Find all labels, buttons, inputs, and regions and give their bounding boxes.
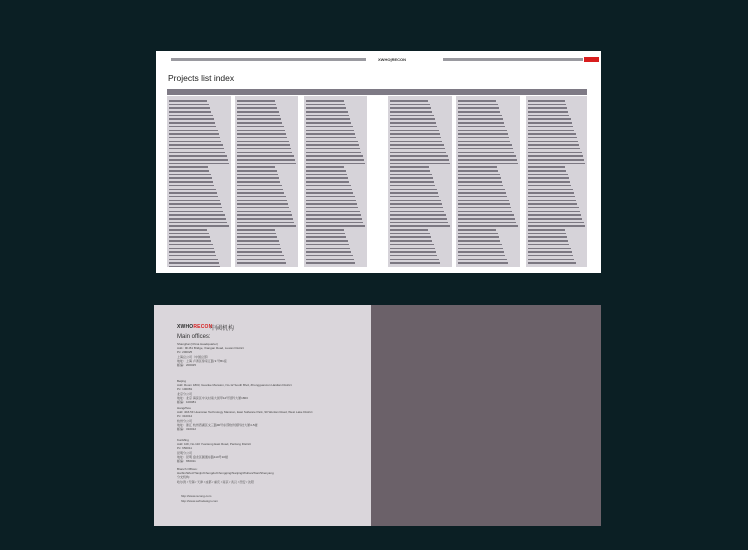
list-item <box>306 262 355 264</box>
offices-heading: Main offices: <box>177 334 211 340</box>
list-item <box>237 240 279 242</box>
list-item <box>528 229 565 231</box>
list-item <box>306 152 361 154</box>
list-item <box>306 118 350 120</box>
list-item <box>458 148 513 150</box>
list-item <box>237 233 276 235</box>
list-item <box>306 111 348 113</box>
list-item <box>237 207 289 209</box>
list-item <box>237 177 279 179</box>
list-item <box>306 244 349 246</box>
list-item <box>169 118 214 120</box>
list-item <box>390 244 434 246</box>
list-item <box>528 181 570 183</box>
list-item <box>306 174 347 176</box>
list-item <box>169 233 209 235</box>
list-item <box>306 211 360 213</box>
list-item <box>237 152 292 154</box>
list-item <box>237 144 290 146</box>
list-item <box>237 229 275 231</box>
list-item <box>169 218 226 220</box>
list-item <box>458 137 509 139</box>
list-item <box>169 189 216 191</box>
list-item <box>528 203 577 205</box>
list-item <box>306 225 365 227</box>
list-item <box>169 207 222 209</box>
list-item <box>528 251 572 253</box>
list-item <box>528 196 575 198</box>
list-item <box>528 166 565 168</box>
list-item <box>458 251 504 253</box>
list-item <box>169 133 219 135</box>
list-item <box>169 163 229 165</box>
list-item <box>390 222 448 224</box>
list-column <box>304 96 367 267</box>
list-item <box>458 240 500 242</box>
list-item <box>237 236 277 238</box>
list-item <box>528 107 567 109</box>
list-item <box>237 118 281 120</box>
list-item <box>390 137 441 139</box>
list-item <box>390 240 432 242</box>
back-cover <box>371 305 601 526</box>
list-item <box>237 255 284 257</box>
list-item <box>306 189 352 191</box>
brand-logo: XWHORECON <box>177 324 213 330</box>
list-item <box>528 122 572 124</box>
list-item <box>306 185 351 187</box>
list-item <box>528 174 568 176</box>
list-item <box>458 174 500 176</box>
list-item <box>169 248 214 250</box>
list-item <box>169 255 216 257</box>
list-item <box>458 144 512 146</box>
list-item <box>306 133 355 135</box>
website-link[interactable]: http://www.xwhodesign.com <box>181 499 219 503</box>
list-item <box>306 251 351 253</box>
list-item <box>390 236 431 238</box>
list-item <box>237 222 294 224</box>
list-item <box>306 100 344 102</box>
list-item <box>306 255 353 257</box>
list-item <box>306 203 357 205</box>
list-item <box>528 225 585 227</box>
list-item <box>458 200 509 202</box>
list-item <box>458 255 505 257</box>
project-index-spread <box>156 51 601 273</box>
list-item <box>390 181 434 183</box>
list-item <box>528 192 574 194</box>
list-item <box>306 207 358 209</box>
list-item <box>390 170 430 172</box>
list-item <box>390 174 432 176</box>
list-item <box>306 107 346 109</box>
list-item <box>528 141 578 143</box>
list-item <box>237 262 286 264</box>
list-item <box>306 218 362 220</box>
website-link[interactable]: http://www.recong.com <box>181 494 212 498</box>
list-item <box>390 255 437 257</box>
list-column <box>526 96 587 267</box>
list-item <box>390 126 437 128</box>
list-item <box>528 236 567 238</box>
list-item <box>458 189 505 191</box>
list-item <box>169 107 210 109</box>
list-item <box>528 152 582 154</box>
list-item <box>390 111 432 113</box>
column-header-band <box>167 89 587 95</box>
list-item <box>169 155 227 157</box>
list-item <box>237 148 291 150</box>
list-item <box>458 115 502 117</box>
list-item <box>306 233 345 235</box>
list-item <box>169 100 207 102</box>
list-item <box>458 170 498 172</box>
list-item <box>306 222 363 224</box>
list-item <box>237 133 286 135</box>
top-rule-left <box>171 58 366 61</box>
list-item <box>458 185 503 187</box>
list-item <box>237 126 284 128</box>
list-item <box>458 203 510 205</box>
list-item <box>528 207 579 209</box>
list-item <box>458 133 508 135</box>
list-item <box>306 214 361 216</box>
list-item <box>237 181 280 183</box>
list-item <box>458 118 503 120</box>
list-item <box>169 104 209 106</box>
list-item <box>169 148 224 150</box>
list-item <box>169 174 211 176</box>
list-item <box>169 236 210 238</box>
list-item <box>458 211 512 213</box>
list-item <box>528 100 565 102</box>
list-item <box>458 236 499 238</box>
list-item <box>237 115 280 117</box>
office-block: Shanghai (China Headquarter) Add.: 9F-B1 Bridge, Xiangan Road, Luwan District Pc: 200025 上海总公司（中国总部） 地址：上海 卢湾区徐家汇路 9 号B1座 邮编：200025 <box>177 342 244 368</box>
list-item <box>169 111 211 113</box>
list-item <box>237 259 285 261</box>
list-item <box>458 262 508 264</box>
list-item <box>169 214 225 216</box>
office-block: Branch Offices: Harbin/Wuxi/Tianjin/Chengdu/Chongqing/Nanjing/Wuhan/Xian/Shenyang 分支机构： 哈尔滨 / 无锡 / 天津 / 成都 / 重庆 / 南京 / 武汉 / 西安 / 沈阳 <box>177 467 274 484</box>
list-item <box>237 155 294 157</box>
list-item <box>306 166 344 168</box>
list-item <box>169 170 209 172</box>
list-item <box>306 141 358 143</box>
list-item <box>169 122 215 124</box>
list-item <box>306 163 365 165</box>
list-item <box>306 192 353 194</box>
list-item <box>237 141 289 143</box>
list-item <box>306 196 355 198</box>
list-item <box>458 130 507 132</box>
list-item <box>306 148 360 150</box>
list-item <box>306 122 351 124</box>
list-item <box>169 200 220 202</box>
list-item <box>528 118 571 120</box>
list-item <box>306 144 359 146</box>
list-item <box>390 207 443 209</box>
list-item <box>390 200 441 202</box>
list-item <box>169 177 212 179</box>
list-item <box>458 218 515 220</box>
list-item <box>528 262 576 264</box>
list-item <box>390 203 442 205</box>
list-item <box>306 159 364 161</box>
list-item <box>169 126 216 128</box>
list-item <box>169 137 220 139</box>
list-item <box>458 152 514 154</box>
list-item <box>528 104 566 106</box>
list-item <box>390 141 442 143</box>
list-item <box>306 229 344 231</box>
list-item <box>528 211 580 213</box>
list-item <box>237 185 282 187</box>
list-item <box>169 115 213 117</box>
list-item <box>528 137 577 139</box>
list-item <box>237 104 276 106</box>
list-item <box>528 233 566 235</box>
list-item <box>458 233 498 235</box>
top-rule-right <box>443 58 583 61</box>
office-block: KunMing Add: 10F, No.110 Yuantong East Road, Panlong District Pc: 650011 昆明分公司 地址：昆明 盘龙区圆通东路110号10楼 邮编：650011 <box>177 438 251 464</box>
list-item <box>169 266 220 267</box>
office-block: HangZhou Add: 4F#-5F Huanxiao Technology Mansion, East Software Park, 90 Wenlan Road, West Lake District Pc: 310012 杭州分公司 地址：浙江 杭州西湖区文三路90号东部软件园科技大厦4-5楼 邮编：310012 <box>177 406 313 432</box>
list-item <box>237 100 275 102</box>
list-item <box>169 196 218 198</box>
list-item <box>390 229 428 231</box>
list-item <box>306 181 349 183</box>
list-item <box>458 141 510 143</box>
list-item <box>458 214 514 216</box>
list-item <box>169 211 223 213</box>
list-item <box>169 152 225 154</box>
list-item <box>390 100 428 102</box>
list-item <box>458 107 499 109</box>
list-item <box>169 222 227 224</box>
brand-chinese-name: 中國机构 <box>210 326 235 332</box>
list-item <box>528 155 583 157</box>
list-item <box>390 148 445 150</box>
list-item <box>390 185 435 187</box>
list-item <box>169 262 219 264</box>
list-item <box>169 244 213 246</box>
list-item <box>169 225 229 227</box>
list-item <box>528 248 571 250</box>
list-item <box>390 262 440 264</box>
list-item <box>528 159 584 161</box>
list-item <box>390 163 450 165</box>
contact-page <box>154 305 371 526</box>
list-item <box>237 214 292 216</box>
list-item <box>458 192 506 194</box>
list-item <box>390 251 436 253</box>
list-item <box>237 225 296 227</box>
list-item <box>528 130 574 132</box>
list-item <box>528 222 584 224</box>
accent-bar <box>584 57 599 62</box>
list-item <box>306 248 350 250</box>
list-item <box>528 111 568 113</box>
list-item <box>390 152 446 154</box>
list-item <box>458 104 498 106</box>
list-item <box>390 155 448 157</box>
list-item <box>458 259 507 261</box>
list-item <box>458 177 501 179</box>
office-block: Beijing Add: Room 1803, Guanke Mansion, No.12 South Blvd, Zhongguancun Haidian District Pc: 100081 北京分公司 地址：北京 海淀区中关村南大街甲12号冠科大厦1803 邮编：100081 <box>177 379 292 405</box>
list-item <box>458 155 516 157</box>
list-item <box>390 115 434 117</box>
list-item <box>237 159 295 161</box>
list-item <box>237 174 278 176</box>
page-title: Projects list index <box>168 73 235 83</box>
list-item <box>528 115 569 117</box>
list-item <box>306 155 363 157</box>
list-item <box>306 240 348 242</box>
list-item <box>528 185 571 187</box>
list-item <box>458 248 503 250</box>
list-item <box>390 144 444 146</box>
list-item <box>306 104 345 106</box>
list-item <box>169 240 211 242</box>
list-item <box>306 170 346 172</box>
list-item <box>458 126 505 128</box>
list-item <box>458 229 496 231</box>
list-item <box>306 236 346 238</box>
list-item <box>169 251 215 253</box>
list-item <box>528 214 581 216</box>
list-item <box>458 222 516 224</box>
list-item <box>306 130 354 132</box>
list-item <box>237 192 284 194</box>
list-item <box>237 203 288 205</box>
list-item <box>390 118 435 120</box>
list-item <box>390 259 439 261</box>
list-item <box>169 181 213 183</box>
list-item <box>390 107 431 109</box>
list-item <box>390 218 447 220</box>
list-item <box>169 141 221 143</box>
list-item <box>390 211 444 213</box>
list-item <box>169 192 217 194</box>
list-item <box>528 189 573 191</box>
list-item <box>306 126 353 128</box>
list-item <box>169 159 228 161</box>
list-item <box>390 177 433 179</box>
list-item <box>528 133 576 135</box>
list-item <box>390 159 449 161</box>
list-item <box>390 189 437 191</box>
list-item <box>169 229 207 231</box>
list-item <box>169 203 221 205</box>
list-item <box>237 137 287 139</box>
list-item <box>237 170 277 172</box>
list-item <box>390 133 440 135</box>
list-item <box>390 225 450 227</box>
list-item <box>390 104 430 106</box>
list-item <box>237 196 286 198</box>
contact-spread <box>154 305 601 526</box>
list-column <box>456 96 520 267</box>
list-item <box>169 185 214 187</box>
list-item <box>458 111 500 113</box>
list-item <box>237 163 296 165</box>
list-item <box>306 200 356 202</box>
list-item <box>237 122 282 124</box>
list-item <box>306 137 356 139</box>
list-item <box>458 163 518 165</box>
list-item <box>390 233 430 235</box>
list-item <box>237 166 275 168</box>
list-item <box>528 177 569 179</box>
list-item <box>458 159 517 161</box>
list-item <box>390 214 446 216</box>
list-item <box>458 244 502 246</box>
list-column <box>235 96 298 267</box>
list-item <box>458 207 511 209</box>
list-item <box>528 255 573 257</box>
list-item <box>528 244 569 246</box>
list-item <box>390 130 439 132</box>
list-item <box>458 196 507 198</box>
list-item <box>306 115 349 117</box>
list-item <box>169 166 208 168</box>
list-item <box>528 170 566 172</box>
list-item <box>528 259 574 261</box>
list-item <box>390 248 435 250</box>
list-item <box>237 218 293 220</box>
list-item <box>306 177 348 179</box>
list-item <box>458 122 504 124</box>
list-item <box>458 181 502 183</box>
list-item <box>390 196 439 198</box>
list-item <box>528 240 568 242</box>
list-item <box>237 248 281 250</box>
list-item <box>528 126 573 128</box>
list-item <box>458 166 497 168</box>
list-item <box>390 192 438 194</box>
list-item <box>169 259 218 261</box>
list-item <box>237 244 280 246</box>
list-item <box>458 100 496 102</box>
list-item <box>237 130 285 132</box>
list-column <box>167 96 231 267</box>
list-item <box>306 259 354 261</box>
list-item <box>528 144 579 146</box>
list-item <box>528 163 585 165</box>
list-item <box>237 189 283 191</box>
list-item <box>528 148 580 150</box>
list-item <box>237 111 279 113</box>
list-item <box>390 122 436 124</box>
list-item <box>237 200 287 202</box>
list-item <box>237 107 277 109</box>
list-item <box>237 211 291 213</box>
list-item <box>528 200 576 202</box>
list-item <box>458 225 518 227</box>
list-item <box>169 130 218 132</box>
list-column <box>388 96 452 267</box>
list-item <box>390 166 429 168</box>
spread-logo: XWHO|RECON <box>378 57 407 62</box>
list-item <box>169 144 223 146</box>
list-item <box>528 218 582 220</box>
list-item <box>237 251 282 253</box>
